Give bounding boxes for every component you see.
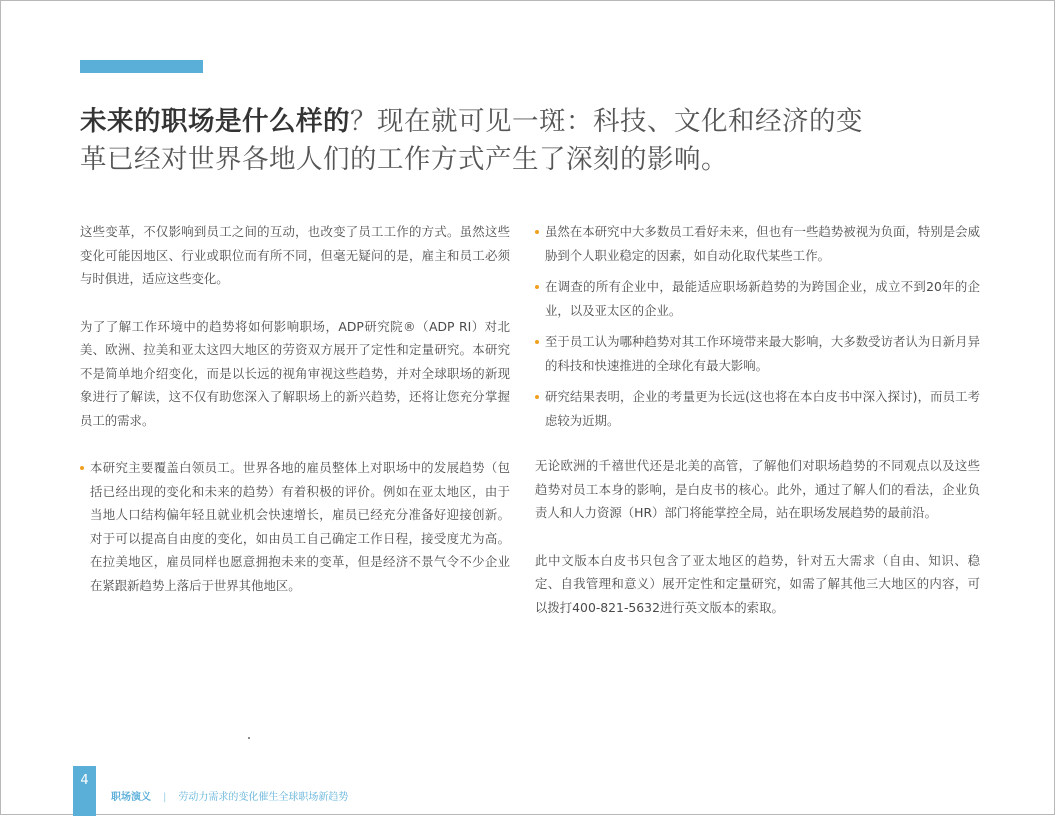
page-number-tab	[73, 766, 96, 816]
left-bullet-list	[80, 456, 510, 597]
page-headline	[80, 103, 880, 179]
bullet-dot-icon	[535, 285, 539, 289]
right-column	[535, 220, 980, 643]
footer-separator: |	[163, 792, 167, 803]
bullet-dot-icon	[535, 230, 539, 234]
footer	[111, 788, 348, 803]
headline-bold: 未来的职场是什么样的	[80, 106, 350, 137]
stray-dot	[248, 737, 250, 739]
left-paragraph: 这些变革，不仅影响到员工之间的互动，也改变了员工工作的方式。虽然这些变化可能因地区、行业或职位而有所不同，但毫无疑问的是，雇主和员工必须与时俱进，适应这些变化。	[80, 224, 510, 286]
bullet-item: 本研究主要覆盖白领员工。世界各地的雇员整体上对职场中的发展趋势（包括已经出现的变化和未来的趋势）有着积极的评价。例如在亚太地区，由于当地人口结构偏年轻且就业机会快速增长，雇员已经充分准备好迎接创新。对于可以提高自由度的变化，如由员工自己确定工作日程，接受度尤为高。在拉美地区，雇员同样也愿意拥抱未来的变革，但是经济不景气令不少企业在紧跟新趋势上落后于世界其他地区。	[80, 456, 510, 597]
bullet-item: 研究结果表明，企业的考量更为长远(这也将在本白皮书中深入探讨)，而员工考虑较为近期。	[535, 385, 980, 432]
right-bullet-list	[535, 220, 980, 432]
bullet-item: 在调查的所有企业中，最能适应职场新趋势的为跨国企业，成立不到20年的企业，以及亚太区的企业。	[535, 275, 980, 322]
footer-subtitle: 劳动力需求的变化催生全球职场新趋势	[178, 792, 349, 803]
right-paragraph: 此中文版本白皮书只包含了亚太地区的趋势，针对五大需求（自由、知识、稳定、自我管理和意义）展开定性和定量研究，如需了解其他三大地区的内容，可以拨打400-821-5632进行英文版本的索取。	[535, 552, 980, 615]
bullet-item: 至于员工认为哪种趋势对其工作环境带来最大影响，大多数受访者认为日新月异的科技和快速推进的全球化有最大影响。	[535, 330, 980, 377]
left-column	[80, 220, 510, 605]
bullet-dot-icon	[535, 340, 539, 344]
right-paragraph: 无论欧洲的千禧世代还是北美的高管，了解他们对职场趋势的不同观点以及这些趋势对员工本身的影响，是白皮书的核心。此外，通过了解人们的看法，企业负责人和人力资源（HR）部门将能掌控全局，站在职场发展趋势的最前沿。	[535, 458, 980, 520]
footer-title: 职场演义	[111, 792, 151, 803]
left-paragraph: 为了了解工作环境中的趋势将如何影响职场，ADP研究院®（ADP RI）对北美、欧洲、拉美和亚太这四大地区的劳资双方展开了定性和定量研究。本研究不是简单地介绍变化，而是以长远的视角审视这些趋势，并对全球职场的新现象进行了解读，这不仅有助您深入了解职场上的新兴趋势，还将让您充分掌握员工的需求。	[80, 318, 510, 428]
bullet-dot-icon	[80, 466, 84, 470]
headline-rest: ？现在就可见一斑：科技、文化和经济的变革已经对世界各地人们的工作方式产生了深刻的影响。	[80, 106, 863, 175]
page-number: 4	[80, 773, 89, 788]
bullet-dot-icon	[535, 395, 539, 399]
bullet-item: 虽然在本研究中大多数员工看好未来，但也有一些趋势被视为负面，特别是会威胁到个人职业稳定的因素，如自动化取代某些工作。	[535, 220, 980, 267]
accent-bar	[80, 60, 203, 73]
